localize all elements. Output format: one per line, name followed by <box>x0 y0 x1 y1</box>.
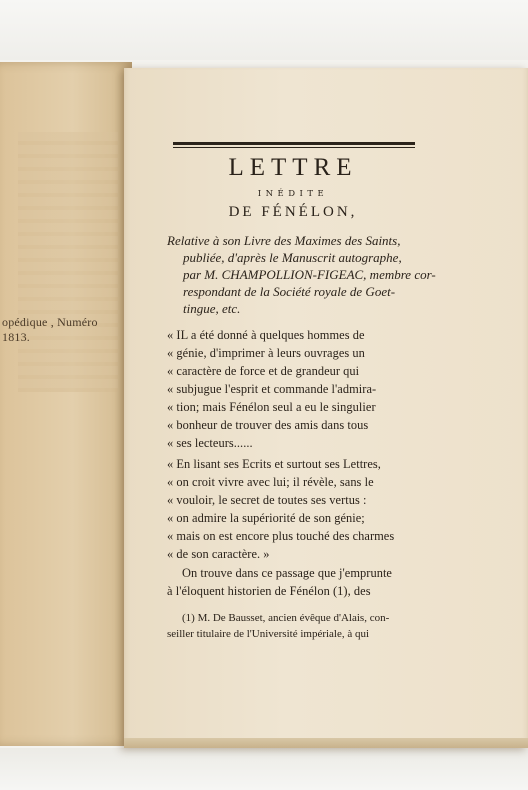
header-rule-thin <box>173 147 415 148</box>
body-line-9: « on croit vivre avec lui; il révèle, sans le <box>167 475 374 489</box>
subtitle-line-2: publiée, d'après le Manuscrit autographe, <box>183 250 402 265</box>
left-page-line-1: opédique , Numéro <box>2 315 98 329</box>
left-page <box>0 62 132 746</box>
photo-background-bottom <box>0 748 528 790</box>
body-line-14: On trouve dans ce passage que j'emprunte <box>182 566 392 580</box>
title-lettre: LETTRE <box>228 154 358 181</box>
body-line-10: « vouloir, le secret de toutes ses vertus : <box>167 493 367 507</box>
page-edge <box>124 738 528 748</box>
body-line-8: « En lisant ses Ecrits et surtout ses Lettres, <box>167 457 381 471</box>
header-rule-thick <box>173 142 415 145</box>
subtitle-line-3: par M. CHAMPOLLION-FIGEAC, membre cor- <box>183 267 436 282</box>
body-line-11: « on admire la supériorité de son génie; <box>167 511 365 525</box>
subtitle-line-5: tingue, etc. <box>183 301 241 316</box>
body-line-2: « génie, d'imprimer à leurs ouvrages un <box>167 346 365 360</box>
body-line-3: « caractère de force et de grandeur qui <box>167 364 360 378</box>
photo-background-top <box>0 0 528 60</box>
body-line-15: à l'éloquent historien de Fénélon (1), des <box>167 584 371 598</box>
left-page-show-through <box>18 132 118 392</box>
footnote-line-1: (1) M. De Bausset, ancien évêque d'Alais, con- <box>182 612 390 624</box>
subtitle-line-1: Relative à son Livre des Maximes des Saints, <box>167 233 401 248</box>
body-line-6: « bonheur de trouver des amis dans tous <box>167 418 369 432</box>
title-fenelon: DE FÉNÉLON, <box>228 204 358 220</box>
subtitle-line-4: respondant de la Société royale de Goet- <box>183 284 396 299</box>
body-line-4: « subjugue l'esprit et commande l'admira- <box>167 382 377 396</box>
left-page-line-2: 1813. <box>2 330 30 344</box>
body-line-5: « tion; mais Fénélon seul a eu le singulier <box>167 400 376 414</box>
body-line-12: « mais on est encore plus touché des charmes <box>167 529 395 543</box>
body-line-13: « de son caractère. » <box>167 547 270 561</box>
title-inedite: INÉDITE <box>257 189 329 199</box>
body-line-1: « IL a été donné à quelques hommes de <box>167 328 365 342</box>
body-line-7: « ses lecteurs...... <box>167 436 253 450</box>
footnote-line-2: seiller titulaire de l'Université impériale, à qui <box>167 628 370 640</box>
